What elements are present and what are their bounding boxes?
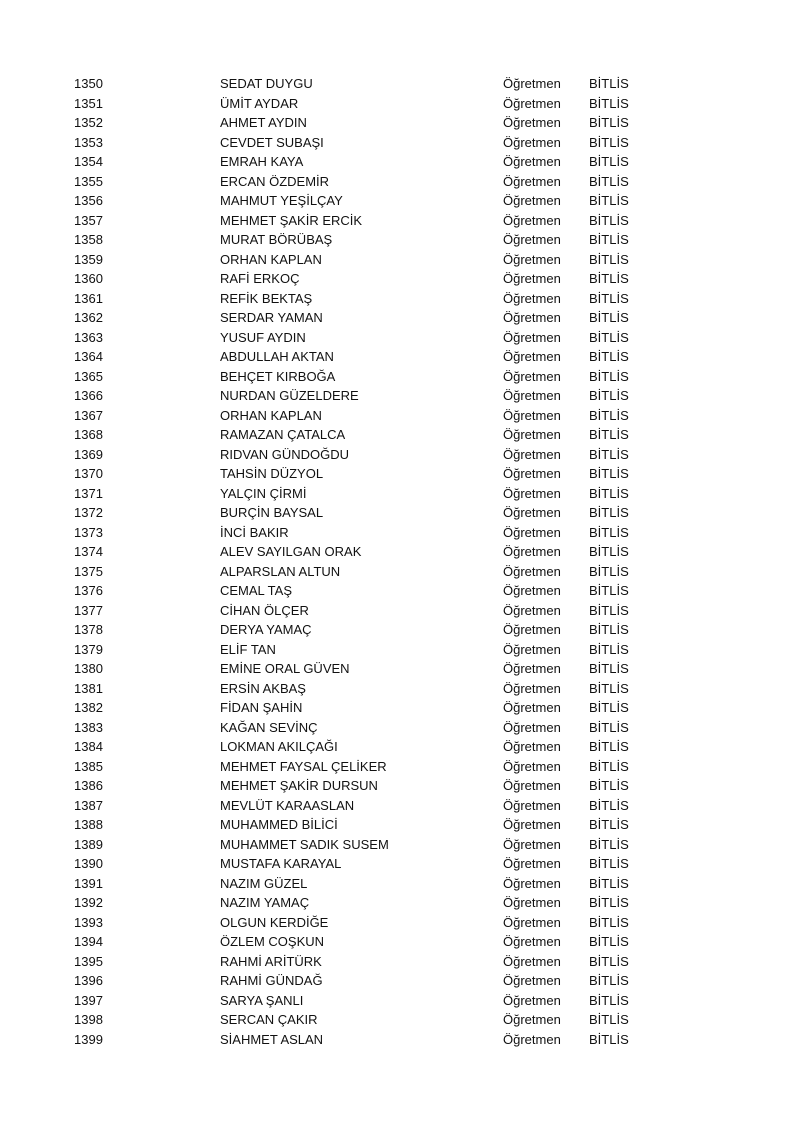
person-name: RAHMİ GÜNDAĞ xyxy=(220,973,323,988)
list-item xyxy=(0,1010,800,1030)
person-name: SARYA ŞANLI xyxy=(220,992,304,1008)
row-number: 1362 xyxy=(74,310,103,325)
city-name: BİTLİS xyxy=(589,407,629,423)
job-title: Öğretmen xyxy=(503,875,561,891)
person-name: İNCİ BAKIR xyxy=(220,524,289,540)
city-name: BİTLİS xyxy=(589,914,629,930)
job-title: Öğretmen xyxy=(503,602,561,618)
list-item xyxy=(0,406,800,426)
person-name: MUHAMMED BİLİCİ xyxy=(220,817,338,832)
row-number: 1391 xyxy=(74,875,103,891)
city-name: BİTLİS xyxy=(589,251,629,267)
person-name: MEHMET FAYSAL ÇELİKER xyxy=(220,758,387,774)
city-name: BİTLİS xyxy=(589,778,629,793)
job-title: Öğretmen xyxy=(503,641,561,657)
list-item xyxy=(0,113,800,133)
job-title: Öğretmen xyxy=(503,973,561,988)
job-title: Öğretmen xyxy=(503,914,561,930)
job-title: Öğretmen xyxy=(503,680,561,696)
person-name: RAMAZAN ÇATALCA xyxy=(220,427,346,442)
job-title: Öğretmen xyxy=(503,836,561,852)
person-name: LOKMAN AKILÇAĞI xyxy=(220,739,338,754)
row-number: 1350 xyxy=(74,76,103,91)
list-item xyxy=(0,991,800,1011)
person-name: SEDAT DUYGU xyxy=(220,76,313,91)
job-title: Öğretmen xyxy=(503,563,561,579)
list-item xyxy=(0,211,800,231)
row-number: 1363 xyxy=(74,329,103,345)
city-name: BİTLİS xyxy=(589,797,629,813)
list-item xyxy=(0,250,800,270)
list-item xyxy=(0,757,800,777)
job-title: Öğretmen xyxy=(503,661,561,676)
person-name: DERYA YAMAÇ xyxy=(220,622,312,637)
city-name: BİTLİS xyxy=(589,719,629,735)
job-title: Öğretmen xyxy=(503,349,561,364)
person-name: SİAHMET ASLAN xyxy=(220,1031,324,1047)
row-number: 1359 xyxy=(74,251,103,267)
row-number: 1370 xyxy=(74,466,103,481)
job-title: Öğretmen xyxy=(503,934,561,949)
list-item xyxy=(0,172,800,192)
city-name: BİTLİS xyxy=(589,368,629,384)
list-item xyxy=(0,952,800,972)
list-item xyxy=(0,230,800,250)
city-name: BİTLİS xyxy=(589,622,629,637)
list-item xyxy=(0,679,800,699)
row-number: 1387 xyxy=(74,797,103,813)
job-title: Öğretmen xyxy=(503,544,561,559)
row-number: 1371 xyxy=(74,485,103,501)
list-item xyxy=(0,503,800,523)
row-number: 1368 xyxy=(74,427,103,442)
list-item xyxy=(0,269,800,289)
person-name: CEVDET SUBAŞI xyxy=(220,134,324,150)
city-name: BİTLİS xyxy=(589,602,629,618)
person-name: TAHSİN DÜZYOL xyxy=(220,466,324,481)
list-item xyxy=(0,581,800,601)
list-item xyxy=(0,718,800,738)
row-number: 1372 xyxy=(74,505,103,520)
row-number: 1357 xyxy=(74,212,103,228)
city-name: BİTLİS xyxy=(589,934,629,949)
list-item xyxy=(0,191,800,211)
person-name: MUSTAFA KARAYAL xyxy=(220,856,342,871)
list-item xyxy=(0,562,800,582)
city-name: BİTLİS xyxy=(589,680,629,696)
person-name: FİDAN ŞAHİN xyxy=(220,700,303,715)
list-item xyxy=(0,737,800,757)
list-item xyxy=(0,308,800,328)
row-number: 1365 xyxy=(74,368,103,384)
person-name: SERDAR YAMAN xyxy=(220,310,323,325)
city-name: BİTLİS xyxy=(589,95,629,111)
person-name: AHMET AYDIN xyxy=(220,115,307,130)
row-number: 1378 xyxy=(74,622,103,637)
job-title: Öğretmen xyxy=(503,1012,561,1027)
city-name: BİTLİS xyxy=(589,485,629,501)
job-title: Öğretmen xyxy=(503,446,561,462)
row-number: 1360 xyxy=(74,271,103,286)
row-number: 1373 xyxy=(74,524,103,540)
job-title: Öğretmen xyxy=(503,505,561,520)
city-name: BİTLİS xyxy=(589,583,629,598)
job-title: Öğretmen xyxy=(503,154,561,169)
job-title: Öğretmen xyxy=(503,466,561,481)
person-name: ÖZLEM COŞKUN xyxy=(220,934,325,949)
list-item xyxy=(0,94,800,114)
person-name: MAHMUT YEŞİLÇAY xyxy=(220,193,343,208)
job-title: Öğretmen xyxy=(503,271,561,286)
job-title: Öğretmen xyxy=(503,583,561,598)
city-name: BİTLİS xyxy=(589,388,629,403)
list-item xyxy=(0,854,800,874)
person-name: ELİF TAN xyxy=(220,641,276,657)
row-number: 1356 xyxy=(74,193,103,208)
person-name: MEHMET ŞAKİR DURSUN xyxy=(220,778,378,793)
list-item xyxy=(0,74,800,94)
person-name: MEHMET ŞAKİR ERCİK xyxy=(220,212,363,228)
person-name: EMRAH KAYA xyxy=(220,154,304,169)
job-title: Öğretmen xyxy=(503,1031,561,1047)
job-title: Öğretmen xyxy=(503,388,561,403)
person-name: ALPARSLAN ALTUN xyxy=(220,563,341,579)
row-number: 1369 xyxy=(74,446,103,462)
city-name: BİTLİS xyxy=(589,427,629,442)
list-item xyxy=(0,484,800,504)
record-list xyxy=(0,74,800,1049)
row-number: 1394 xyxy=(74,934,103,949)
row-number: 1364 xyxy=(74,349,103,364)
row-number: 1398 xyxy=(74,1012,103,1027)
list-item xyxy=(0,152,800,172)
row-number: 1354 xyxy=(74,154,103,169)
city-name: BİTLİS xyxy=(589,661,629,676)
job-title: Öğretmen xyxy=(503,134,561,150)
row-number: 1390 xyxy=(74,856,103,871)
row-number: 1388 xyxy=(74,817,103,832)
city-name: BİTLİS xyxy=(589,1012,629,1027)
job-title: Öğretmen xyxy=(503,173,561,189)
job-title: Öğretmen xyxy=(503,427,561,442)
job-title: Öğretmen xyxy=(503,953,561,969)
list-item xyxy=(0,328,800,348)
person-name: CİHAN ÖLÇER xyxy=(220,602,309,618)
person-name: KAĞAN SEVİNÇ xyxy=(220,719,318,735)
list-item xyxy=(0,386,800,406)
job-title: Öğretmen xyxy=(503,797,561,813)
job-title: Öğretmen xyxy=(503,232,561,247)
job-title: Öğretmen xyxy=(503,251,561,267)
job-title: Öğretmen xyxy=(503,407,561,423)
job-title: Öğretmen xyxy=(503,622,561,637)
person-name: NAZIM YAMAÇ xyxy=(220,895,310,910)
city-name: BİTLİS xyxy=(589,875,629,891)
person-name: ORHAN KAPLAN xyxy=(220,251,322,267)
city-name: BİTLİS xyxy=(589,154,629,169)
list-item xyxy=(0,347,800,367)
row-number: 1389 xyxy=(74,836,103,852)
job-title: Öğretmen xyxy=(503,212,561,228)
person-name: RAFİ ERKOÇ xyxy=(220,271,300,286)
row-number: 1367 xyxy=(74,407,103,423)
city-name: BİTLİS xyxy=(589,329,629,345)
row-number: 1395 xyxy=(74,953,103,969)
city-name: BİTLİS xyxy=(589,193,629,208)
list-item xyxy=(0,367,800,387)
row-number: 1385 xyxy=(74,758,103,774)
person-name: ALEV SAYILGAN ORAK xyxy=(220,544,362,559)
job-title: Öğretmen xyxy=(503,290,561,306)
city-name: BİTLİS xyxy=(589,310,629,325)
city-name: BİTLİS xyxy=(589,290,629,306)
row-number: 1376 xyxy=(74,583,103,598)
person-name: ABDULLAH AKTAN xyxy=(220,349,334,364)
job-title: Öğretmen xyxy=(503,329,561,345)
city-name: BİTLİS xyxy=(589,973,629,988)
row-number: 1374 xyxy=(74,544,103,559)
row-number: 1383 xyxy=(74,719,103,735)
job-title: Öğretmen xyxy=(503,739,561,754)
city-name: BİTLİS xyxy=(589,212,629,228)
row-number: 1361 xyxy=(74,290,103,306)
city-name: BİTLİS xyxy=(589,76,629,91)
city-name: BİTLİS xyxy=(589,134,629,150)
list-item xyxy=(0,659,800,679)
person-name: REFİK BEKTAŞ xyxy=(220,290,313,306)
row-number: 1396 xyxy=(74,973,103,988)
row-number: 1353 xyxy=(74,134,103,150)
list-item xyxy=(0,932,800,952)
list-item xyxy=(0,835,800,855)
job-title: Öğretmen xyxy=(503,817,561,832)
row-number: 1392 xyxy=(74,895,103,910)
person-name: SERCAN ÇAKIR xyxy=(220,1012,318,1027)
person-name: RIDVAN GÜNDOĞDU xyxy=(220,446,350,462)
person-name: YALÇIN ÇİRMİ xyxy=(220,485,307,501)
job-title: Öğretmen xyxy=(503,895,561,910)
job-title: Öğretmen xyxy=(503,700,561,715)
list-item xyxy=(0,289,800,309)
row-number: 1352 xyxy=(74,115,103,130)
city-name: BİTLİS xyxy=(589,895,629,910)
list-item xyxy=(0,796,800,816)
list-item xyxy=(0,425,800,445)
city-name: BİTLİS xyxy=(589,544,629,559)
row-number: 1381 xyxy=(74,680,103,696)
city-name: BİTLİS xyxy=(589,836,629,852)
person-name: OLGUN KERDİĞE xyxy=(220,914,329,930)
list-item xyxy=(0,893,800,913)
city-name: BİTLİS xyxy=(589,1031,629,1047)
row-number: 1366 xyxy=(74,388,103,403)
city-name: BİTLİS xyxy=(589,271,629,286)
list-item xyxy=(0,1030,800,1050)
city-name: BİTLİS xyxy=(589,641,629,657)
list-item xyxy=(0,133,800,153)
list-item xyxy=(0,445,800,465)
list-item xyxy=(0,913,800,933)
city-name: BİTLİS xyxy=(589,349,629,364)
city-name: BİTLİS xyxy=(589,758,629,774)
city-name: BİTLİS xyxy=(589,466,629,481)
list-item xyxy=(0,874,800,894)
person-name: BURÇİN BAYSAL xyxy=(220,505,324,520)
job-title: Öğretmen xyxy=(503,76,561,91)
person-name: EMİNE ORAL GÜVEN xyxy=(220,661,350,676)
person-name: YUSUF AYDIN xyxy=(220,329,306,345)
city-name: BİTLİS xyxy=(589,739,629,754)
city-name: BİTLİS xyxy=(589,115,629,130)
job-title: Öğretmen xyxy=(503,524,561,540)
row-number: 1351 xyxy=(74,95,103,111)
city-name: BİTLİS xyxy=(589,563,629,579)
city-name: BİTLİS xyxy=(589,173,629,189)
person-name: CEMAL TAŞ xyxy=(220,583,293,598)
row-number: 1393 xyxy=(74,914,103,930)
row-number: 1380 xyxy=(74,661,103,676)
job-title: Öğretmen xyxy=(503,485,561,501)
job-title: Öğretmen xyxy=(503,368,561,384)
list-item xyxy=(0,601,800,621)
city-name: BİTLİS xyxy=(589,232,629,247)
job-title: Öğretmen xyxy=(503,193,561,208)
person-name: NAZIM GÜZEL xyxy=(220,875,308,891)
person-name: ORHAN KAPLAN xyxy=(220,407,322,423)
person-name: ERCAN ÖZDEMİR xyxy=(220,173,330,189)
job-title: Öğretmen xyxy=(503,856,561,871)
list-item xyxy=(0,620,800,640)
row-number: 1399 xyxy=(74,1031,103,1047)
list-item xyxy=(0,523,800,543)
city-name: BİTLİS xyxy=(589,992,629,1008)
city-name: BİTLİS xyxy=(589,446,629,462)
job-title: Öğretmen xyxy=(503,758,561,774)
person-name: MEVLÜT KARAASLAN xyxy=(220,797,355,813)
row-number: 1382 xyxy=(74,700,103,715)
city-name: BİTLİS xyxy=(589,524,629,540)
list-item xyxy=(0,815,800,835)
row-number: 1355 xyxy=(74,173,103,189)
list-item xyxy=(0,640,800,660)
row-number: 1377 xyxy=(74,602,103,618)
city-name: BİTLİS xyxy=(589,856,629,871)
list-item xyxy=(0,971,800,991)
row-number: 1358 xyxy=(74,232,103,247)
row-number: 1384 xyxy=(74,739,103,754)
row-number: 1379 xyxy=(74,641,103,657)
row-number: 1375 xyxy=(74,563,103,579)
job-title: Öğretmen xyxy=(503,719,561,735)
city-name: BİTLİS xyxy=(589,953,629,969)
city-name: BİTLİS xyxy=(589,817,629,832)
city-name: BİTLİS xyxy=(589,700,629,715)
job-title: Öğretmen xyxy=(503,992,561,1008)
person-name: BEHÇET KIRBOĞA xyxy=(220,368,336,384)
city-name: BİTLİS xyxy=(589,505,629,520)
list-item xyxy=(0,776,800,796)
row-number: 1397 xyxy=(74,992,103,1008)
job-title: Öğretmen xyxy=(503,778,561,793)
person-name: ÜMİT AYDAR xyxy=(220,95,299,111)
person-name: NURDAN GÜZELDERE xyxy=(220,388,359,403)
person-name: MUHAMMET SADIK SUSEM xyxy=(220,836,389,852)
list-item xyxy=(0,542,800,562)
list-item xyxy=(0,464,800,484)
job-title: Öğretmen xyxy=(503,115,561,130)
job-title: Öğretmen xyxy=(503,95,561,111)
list-item xyxy=(0,698,800,718)
person-name: ERSİN AKBAŞ xyxy=(220,680,306,696)
job-title: Öğretmen xyxy=(503,310,561,325)
person-name: MURAT BÖRÜBAŞ xyxy=(220,232,333,247)
person-name: RAHMİ ARİTÜRK xyxy=(220,953,322,969)
row-number: 1386 xyxy=(74,778,103,793)
